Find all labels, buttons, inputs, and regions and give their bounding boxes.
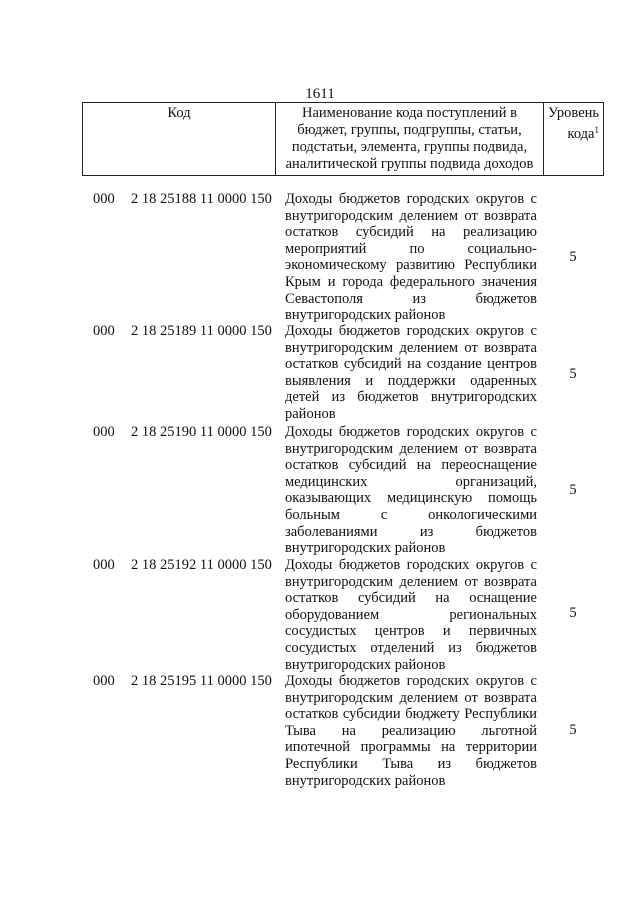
page-number: 1611	[305, 86, 335, 102]
row-admin-code: 000	[93, 191, 115, 207]
row-description: Доходы бюджетов городских округов с внутригородским делением от возврата остатков субсидий на переоснащение медицинских организаций, оказывающих медицинскую помощь больным с онкологическими заболеваниями из бюджетов внутригородских районов	[285, 424, 537, 557]
row-budget-code: 2 18 25195 11 0000 150	[131, 673, 272, 689]
row-budget-code: 2 18 25192 11 0000 150	[131, 557, 272, 573]
row-admin-code: 000	[93, 424, 115, 440]
header-level-footnote: 1	[594, 125, 599, 135]
header-level-label: Уровень кода	[547, 105, 599, 142]
row-description: Доходы бюджетов городских округов с внутригородским делением от возврата остатков субсидии бюджету Республики Тыва на реализацию льготной ипотечной программы на территории Республики Тыва из бюджетов внутригородских районов	[285, 673, 537, 789]
table-header-row	[83, 103, 604, 176]
table-header	[82, 102, 604, 176]
header-code: Код	[83, 103, 276, 176]
row-level: 5	[569, 249, 577, 265]
row-level: 5	[569, 722, 577, 738]
row-admin-code: 000	[93, 673, 115, 689]
row-level: 5	[569, 482, 577, 498]
row-level: 5	[569, 605, 577, 621]
row-description: Доходы бюджетов городских округов с внутригородским делением от возврата остатков субсидий на реализацию мероприятий по социально-экономическому развитию Республики Крым и города федерального значения Севастополя из бюджетов внутригородских районов	[285, 191, 537, 324]
row-budget-code: 2 18 25189 11 0000 150	[131, 323, 272, 339]
row-budget-code: 2 18 25190 11 0000 150	[131, 424, 272, 440]
row-level: 5	[569, 366, 577, 382]
header-level	[543, 103, 603, 176]
row-description: Доходы бюджетов городских округов с внутригородским делением от возврата остатков субсидий на оснащение оборудованием региональных сосудистых центров и первичных сосудистых отделений из бюджетов внутригородских районов	[285, 557, 537, 673]
header-name: Наименование кода поступлений в бюджет, группы, подгруппы, статьи, подстатьи, элемента, группы подвида, аналитической группы подвида доходов	[276, 103, 544, 176]
row-admin-code: 000	[93, 557, 115, 573]
row-description: Доходы бюджетов городских округов с внутригородским делением от возврата остатков субсидий на создание центров выявления и поддержки одаренных детей из бюджетов внутригородских районов	[285, 323, 537, 422]
row-admin-code: 000	[93, 323, 115, 339]
row-budget-code: 2 18 25188 11 0000 150	[131, 191, 272, 207]
